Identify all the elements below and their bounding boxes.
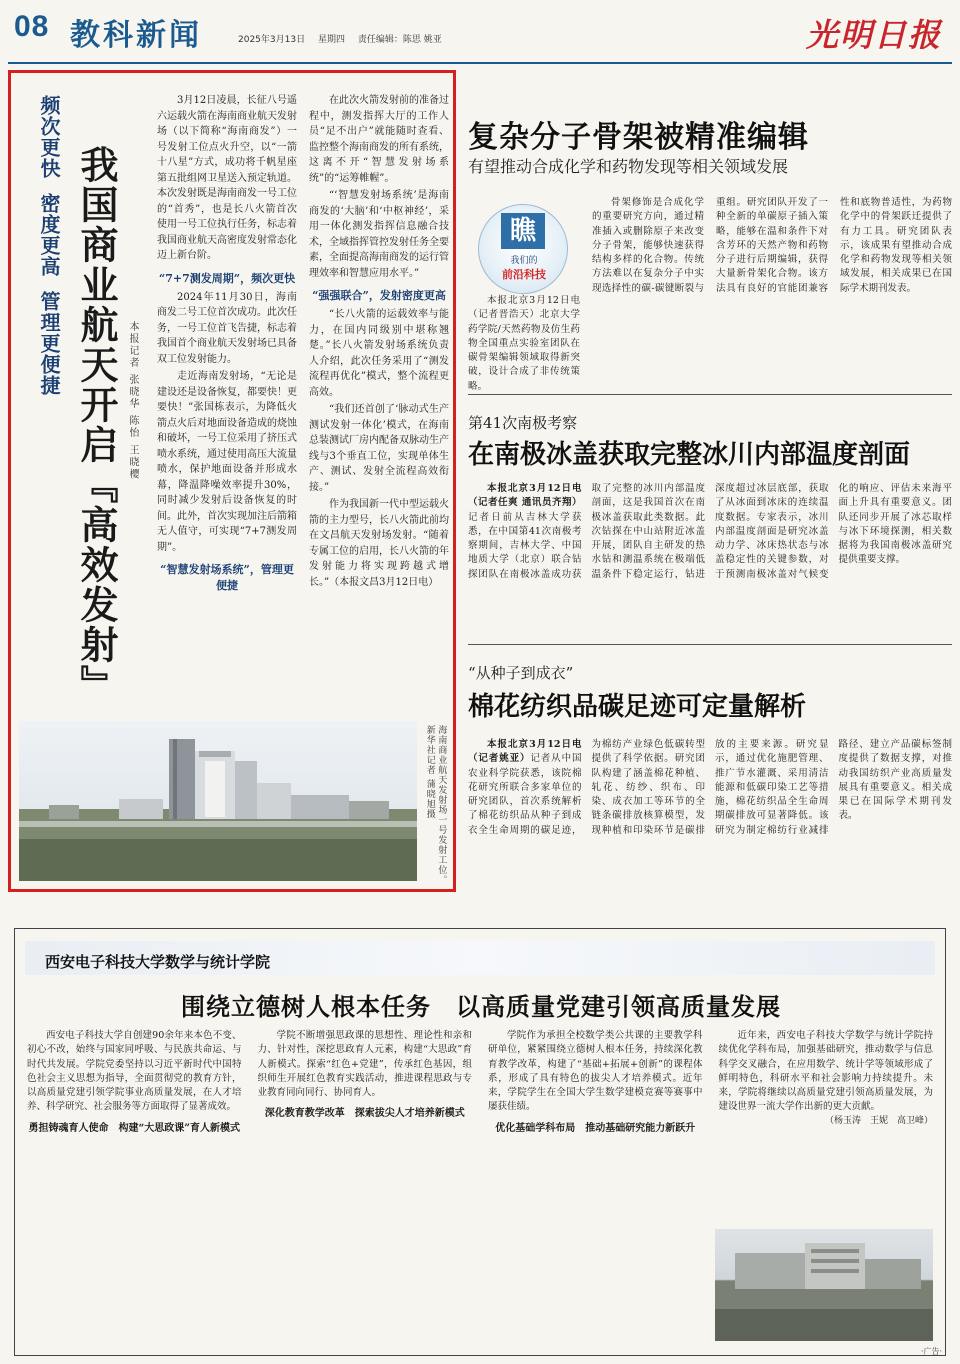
divider	[468, 644, 952, 645]
issue-editors: 责任编辑：陈思 姚亚	[357, 35, 442, 45]
lead-paragraph: “长八火箭的运载效率与能力，在国内同级别中堪称翘楚。”长八火箭发射场系统负责人介绍，此次任务采用了“测发流程再优化”模式，整个流程更高效。	[309, 309, 449, 398]
advertorial-subhead: 深化教育教学改革 探索拔尖人才培养新模式	[264, 1108, 465, 1120]
story1-body	[592, 196, 952, 374]
column-badge	[478, 204, 568, 294]
lead-subhead: “智慧发射场系统”，管理更便捷	[160, 563, 294, 592]
launch-tower-illustration	[19, 721, 417, 881]
lead-paragraph: 作为我国新一代中型运载火箭的主力型号，长八火箭此前均在文昌航天发射场发射。“随着专属工位的启用，长八火箭的年发射能力将实现跨越式增长。”（本报文昌3月12日电）	[309, 499, 449, 588]
lead-subhead: “强强联合”，发射密度更高	[312, 289, 446, 302]
ad-label: ·广告·	[920, 1347, 942, 1356]
lead-body	[157, 93, 449, 715]
launch-site-photo	[19, 721, 417, 881]
story2-dateline: 本报北京3月12日电（记者任爽 通讯员齐翔）	[468, 483, 582, 509]
story1-subtitle: 有望推动合成化学和药物发现等相关领域发展	[468, 157, 789, 176]
masthead-rule	[8, 62, 952, 64]
photo-caption: 海南商业航天发射场一号发射工位。新华社记者 蒲晓旭摄	[424, 725, 447, 885]
story2-headline: 在南极冰盖获取完整冰川内部温度剖面	[468, 440, 911, 470]
lead-paragraph: 2024年11月30日，海南商发二号工位首次成功。此次任务，一号工位首飞告捷，标志着我国首个商业航天发射场已具备双工位发射能力。	[157, 291, 297, 365]
newspaper-logo: 光明日报	[805, 16, 942, 54]
advertorial-paragraph: 学院作为承担全校数学类公共课的主要教学科研单位，紧紧围绕立德树人根本任务，持续深化教育教学改革，构建了“基础+拓展+创新”的课程体系，形成了具有特色的拔尖人才培养模式。近年来，学院学生在全国大学生数学建模竞赛等赛事中屡获佳绩。	[488, 1030, 703, 1113]
story2-kicker: 第41次南极考察	[468, 414, 578, 432]
page-number: 08	[14, 10, 50, 43]
story3-text: 记者从中国农业科学院获悉，该院棉花研究所联合多家单位的研究团队，首次系统解析了棉花纺织品从种子到成衣全生命周期的碳足迹，为棉纺产业绿色低碳转型提供了科学依据。研究团队构建了涵盖棉花种植、轧花、纺纱、织布、印染、成衣加工等环节的全链条碳排放核算模型，发现种植和印染环节是碳排放的主要来源。研究显示，通过优化施肥管理、推广节水灌溉、采用清洁能源和低碳印染工艺等措施，棉花纺织品全生命周期碳排放可显著降低。该研究为制定棉纺行业减排路径、建立产品碳标签制度提供了数据支撑，对推动我国纺织产业高质量发展具有重要意义。相关成果已在国际学术期刊发表。	[468, 739, 952, 836]
story3-body	[468, 738, 952, 890]
masthead	[8, 8, 952, 60]
badge-line-1: 我们的	[510, 256, 538, 266]
story1-lede	[468, 294, 580, 392]
story3-headline: 棉花纺织品碳足迹可定量解析	[468, 692, 807, 722]
issue-date: 2025年3月13日	[238, 35, 306, 45]
story3-dateline: 本报北京3月12日电（记者姚亚）	[468, 739, 582, 765]
advertorial-box	[14, 928, 946, 1356]
advertorial-org: 西安电子科技大学数学与统计学院	[45, 953, 271, 971]
story1-headline: 复杂分子骨架被精准编辑	[468, 120, 809, 155]
badge-line-2: 前沿科技	[502, 268, 546, 281]
section-title: 教科新闻	[70, 18, 202, 53]
advertorial-paragraph: 学院不断增强思政课的思想性、理论性和亲和力、针对性，深挖思政育人元素，构建“大思政”育人新模式。探索“红色+党建”，传承红色基因，组织师生开展红色教育实践活动，推进课程思政与专业教育同向同行、协同育人。	[257, 1030, 472, 1098]
advertorial-headline: 围绕立德树人根本任务 以高质量党建引领高质量发展	[181, 992, 781, 1021]
campus-photo	[715, 1229, 933, 1341]
lead-deck-2: 密度更高	[37, 193, 61, 277]
lead-headline: 我国商业航天开启『高效发射』	[74, 145, 119, 705]
issue-line	[238, 32, 452, 45]
story3-body-text	[468, 738, 952, 838]
story2-body-text	[468, 482, 952, 582]
story1-lede-text: 本报北京3月12日电（记者晋浩天）北京大学药学院/天然药物及仿生药物全国重点实验室团队在碳骨架编辑领域取得新突破，设计合成了非传统策略。	[468, 295, 580, 392]
advertorial-signature: （杨玉涛 王妮 高卫峰）	[824, 1115, 933, 1126]
story2-body	[468, 482, 952, 624]
lead-deck-1: 频次更快	[37, 95, 61, 179]
lead-paragraph: 在此次火箭发射前的准备过程中，测发指挥大厅的工作人员“足不出户”就能随时查看、监控整个海南商发的所有系统，这离不开“智慧发射场系统”的“运筹帷幄”。	[309, 95, 449, 184]
advertorial-paragraph: 西安电子科技大学自创建90余年来本色不变、初心不改，始终与国家同呼吸、与民族共命运、与时代共发展。学院党委坚持以习近平新时代中国特色社会主义思想为指导，全面贯彻党的教育方针，以高质量党建引领学院事业高质量发展，在人才培养、科学研究、社会服务等方面取得了显著成效。	[27, 1030, 242, 1113]
advertorial-subhead: 勇担铸魂育人使命 构建“大思政课”育人新模式	[28, 1122, 240, 1134]
badge-character: 瞧	[501, 213, 545, 249]
advertorial-subhead: 优化基础学科布局 推动基础研究能力新跃升	[495, 1122, 696, 1134]
lead-paragraph: 3月12日凌晨，长征八号遥六运载火箭在海南商业航天发射场（以下简称“海南商发”）一号发射工位点火升空，以“一箭十八星”方式，成功将千帆星座第五批组网卫星送入预定轨道。本次发射既是海南商发一号工位的“首秀”，也是长八火箭首次使用一号工位执行任务，标志着我国商业航天高密度发射常态化迈上新台阶。	[157, 95, 297, 261]
lead-byline: 本报记者 张晓华 陈怡 王晓樱	[127, 321, 138, 481]
lead-paragraph: “我们还首创了‘脉动式生产测试发射一体化’模式，在海南总装测试厂房内配备双脉动生产线与3个垂直工位，实现单体生产、测试、发射全流程高效衔接。”	[309, 404, 449, 493]
story1-body-text: 骨架修饰是合成化学的重要研究方向，通过精准插入或删除原子来改变分子骨架，能够快速获得结构多样的化合物。传统方法难以在复杂分子中实现选择性的碳-碳键断裂与重组。研究团队开发了一种全新的单碳原子插入策略，能够在温和条件下对含芳环的天然产物和药物分子进行后期编辑，获得大量新骨架化合物。该方法具有良好的官能团兼容性和底物普适性，为药物化学中的骨架跃迁提供了有力工具。研究团队表示，该成果有望推动合成化学和药物发现等相关领域发展，相关成果已在国际学术期刊发表。	[592, 197, 952, 294]
story3-kicker: “从种子到成衣”	[468, 664, 574, 682]
story2-text: 记者日前从吉林大学获悉，在中国第41次南极考察期间，吉林大学、中国地质大学（北京）联合钻探团队在南极冰盖成功获取了完整的冰川内部温度剖面，这是我国首次在南极冰盖获取此类数据。此次钻探在中山站附近冰盖开展，团队自主研发的热水钻和测温系统在极端低温条件下稳定运行，钻进深度超过冰层底部，获取了从冰面到冰床的连续温度数据。专家表示，冰川内部温度剖面是研究冰盖动力学、冰床热状态与冰盖稳定性的关键参数，对于预测南极冰盖对气候变化的响应、评估未来海平面上升具有重要意义。团队还同步开展了冰芯取样与冰下环境探测，相关数据将为我国南极冰盖研究提供重要支撑。	[468, 483, 952, 580]
divider	[468, 394, 952, 395]
campus-building-illustration	[715, 1229, 933, 1341]
issue-weekday: 星期四	[317, 35, 345, 45]
lead-story	[8, 70, 456, 892]
lead-paragraph: “‘智慧发射场系统’是海南商发的‘大脑’和‘中枢神经’，采用一体化测发指挥信息融合技术，全域指挥管控发射任务全要素，全面提高海南商发的运行管理效率和智慧应用水平。”	[309, 190, 449, 279]
lead-deck-3: 管理更便捷	[37, 291, 61, 396]
advertorial-paragraph: 近年来，西安电子科技大学数学与统计学院持续优化学科布局，加强基础研究，推动数学与信息科学交叉融合，在应用数学、统计学等领域形成了鲜明特色，科研水平和社会影响力持续提升。未来，学院将继续以高质量党建引领高质量发展，为建设世界一流大学作出新的更大贡献。	[718, 1030, 933, 1113]
lead-paragraph: 走近海南发射场，“无论是建设还是设备恢复，都要快！更要快！”张国栋表示，为降低火箭点火后对地面设备造成的烧蚀和破坏，一号工位采用了挤压式喷水系统，通过使用高压大流量喷水，保护地面设备并形成水幕，降温降噪效率提升30%，同时减少发射后设备恢复的时间。此外，首次实现加注后箭箱无人值守，可实现“7+7测发周期”。	[157, 371, 297, 553]
lead-subhead: “7+7测发周期”，频次更快	[158, 271, 296, 285]
